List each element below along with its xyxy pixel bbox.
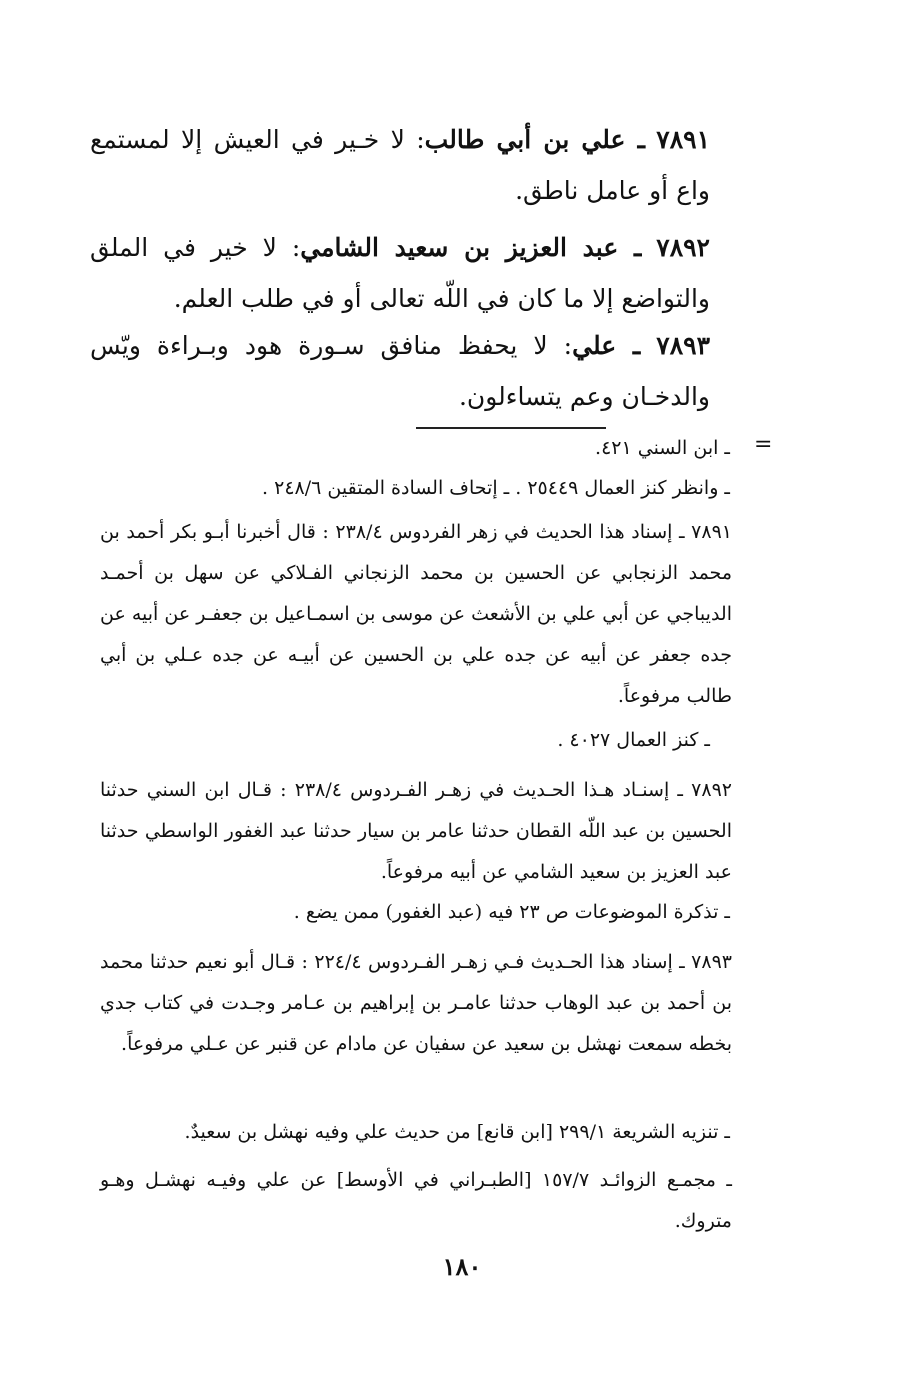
footnote-7893-reference-2: ـ مجمـع الزوائـد ١٥٧/٧ [الطبـراني في الأوسط] عن علي وفيـه نهشـل وهـو متروك. (100, 1169, 732, 1232)
footnote-7892-reference: ـ تذكرة الموضوعات ص ٢٣ فيه (عبد الغفور) ممن يضع . (293, 901, 730, 923)
footnote-7893-isnad: ٧٨٩٣ ـ إسناد هذا الحـديث فـي زهـر الفـردوس ٢٢٤/٤ : قـال أبو نعيم حدثنا محمد بن أحمد بن عبد الوهاب حدثنا عامـر بن إبراهيم بن عـامر وجـدت في كتاب جدي بخطه سمعت نهشل بن سعيد عن سفيان عن مادام عن قنبر عن عـلي مرفوعاً. (100, 951, 732, 1055)
hadith-number: ٧٨٩٢ (656, 233, 710, 262)
footnote-7891-reference: ـ كنز العمال ٤٠٢٧ . (557, 729, 710, 751)
footnote-7893-reference-1: ـ تنزيه الشريعة ٢٩٩/١ [ابن قانع] من حديث علي وفيه نهشل بن سعيدٌ. (184, 1121, 730, 1143)
footnote-continued-1: ـ ابن السني ٤٢١. (595, 437, 730, 459)
hadith-narrator: ـ علي (572, 331, 641, 360)
footnote-7892-isnad: ٧٨٩٢ ـ إسنـاد هـذا الحـديث في زهـر الفـردوس ٢٣٨/٤ : قـال ابن السني حدثنا الحسين بن عبد اللّه القطان حدثنا عامر بن سيار حدثنا عبد الغفور الواسطي حدثنا عبد العزيز بن سعيد الشامي عن أبيه مرفوعاً. (100, 779, 732, 883)
hadith-7892 (90, 222, 710, 324)
footnote-7891-isnad: ٧٨٩١ ـ إسناد هذا الحديث في زهر الفردوس ٢٣٨/٤ : قال أخبرنا أبـو بكر أحمد بن محمد الزنجابي عن الحسين بن محمد الزنجاني الفـلاكي عن سهل بن أحمـد الديباجي عن أبي علي بن الأشعث عن موسى بن اسمـاعيل بن جعفـر عن أبيه عن جده جعفر عن أبيه عن جده علي بن الحسين عن أبيـه عن جده عـلي بن أبي طالب مرفوعاً. (100, 521, 732, 707)
hadith-text: : لا يحفظ منافق سـورة هود وبـراءة ويّس والدخـان وعم يتساءلون. (90, 331, 710, 411)
hadith-number: ٧٨٩١ (656, 125, 711, 154)
footnote-continued-2: ـ وانظر كنز العمال ٢٥٤٤٩ . ـ إتحاف السادة المتقين ٢٤٨/٦ . (262, 477, 730, 499)
hadith-text: : لا خير في الملق والتواضع إلا ما كان في اللّه تعالى أو في طلب العلم. (90, 233, 710, 313)
hadith-number: ٧٨٩٣ (656, 331, 710, 360)
hadith-text: : لا خـير في العيش إلا لمستمع واع أو عامل ناطق. (90, 125, 710, 205)
hadith-7893 (90, 320, 710, 422)
page-number: ١٨٠ (442, 1252, 482, 1281)
hadith-narrator: ـ علي بن أبي طالب (424, 125, 645, 154)
continuation-mark: = (754, 432, 773, 457)
hadith-narrator: ـ عبد العزيز بن سعيد الشامي (300, 233, 642, 262)
hadith-7891 (90, 114, 710, 216)
